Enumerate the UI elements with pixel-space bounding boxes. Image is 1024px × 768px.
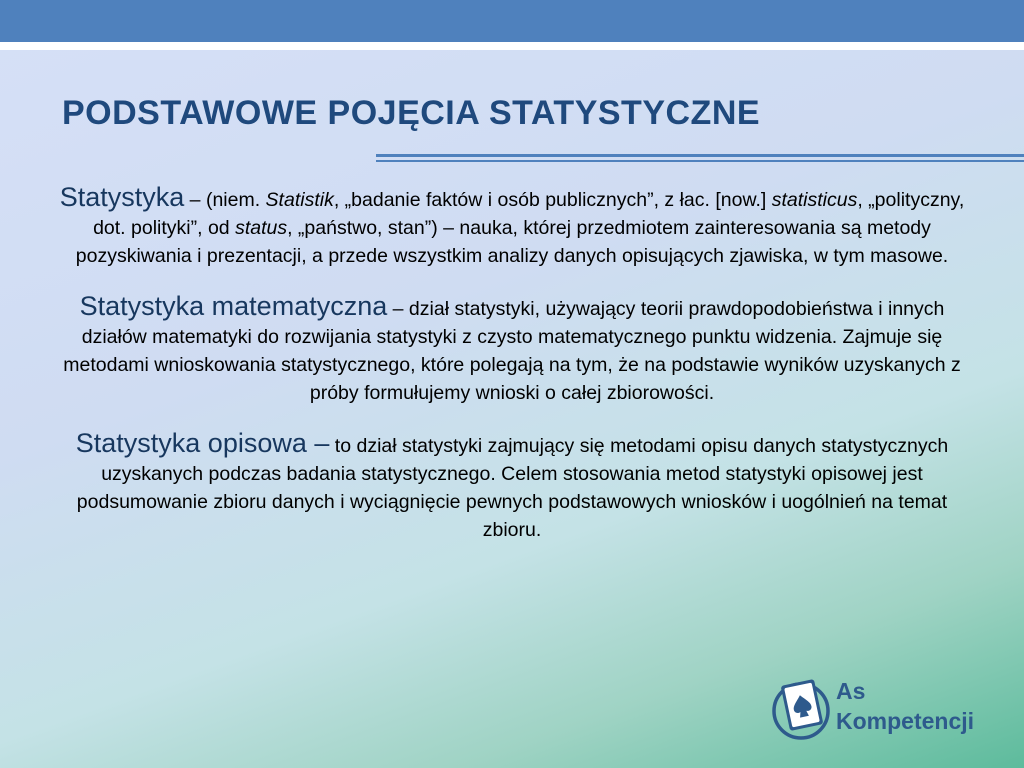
term-statystyka-opisowa: Statystyka opisowa – [75,428,330,458]
definition-statystyka-opisowa [50,429,974,544]
title-divider-thin [376,160,1024,162]
definition-statystyka [50,183,974,270]
definition-italic: status [235,217,288,239]
spade-card-icon [770,676,832,742]
logo-line-2: Kompetencji [836,708,975,734]
slide-content [50,183,974,566]
slide-title: PODSTAWOWE POJĘCIA STATYSTYCZNE [62,94,761,132]
definition-text: , „badanie faktów i osób publicznych”, z łac. [now.] [333,189,772,211]
definition-text: , „państwo, stan”) – nauka, której przedmiotem zainteresowania są metody pozyskiwania i prezentacji, a przede wszystkim analizy danych opisujących zjawiska, w tym masowe. [75,217,949,267]
definition-text: to dział statystyki zajmujący się metodami opisu danych statystycznych uzyskanych podczas badania statystycznego. Celem stosowania metod statystyki opisowej jest podsumowanie zbioru danych i wyciągnięcie pewnych podstawowych wniosków i uogólnień na temat zbioru. [76,435,949,541]
top-accent-bar [0,0,1024,42]
definition-text: , „polityczny, dot. polityki”, od [93,189,965,239]
logo-wordmark [836,676,974,736]
as-kompetencji-logo [770,676,1000,746]
definition-text: – (niem. [184,189,266,211]
title-divider [376,154,1024,157]
definition-italic: Statistik [265,189,334,211]
definition-text: – dział statystyki, używający teorii prawdopodobieństwa i innych działów matematyki do rozwijania statystyki z czysto matematycznego punktu widzenia. Zajmuje się metodami wnioskowania statystycznego, które polegają na tym, że na podstawie wyników uzyskanych z próby formułujemy wnioski o całej zbiorowości. [63,298,961,404]
top-accent-separator [0,42,1024,50]
term-statystyka-matematyczna: Statystyka matematyczna [79,291,388,321]
definition-statystyka-matematyczna [50,292,974,407]
definition-italic: statisticus [771,189,858,211]
logo-line-1: As [836,678,866,704]
term-statystyka: Statystyka [59,182,185,212]
